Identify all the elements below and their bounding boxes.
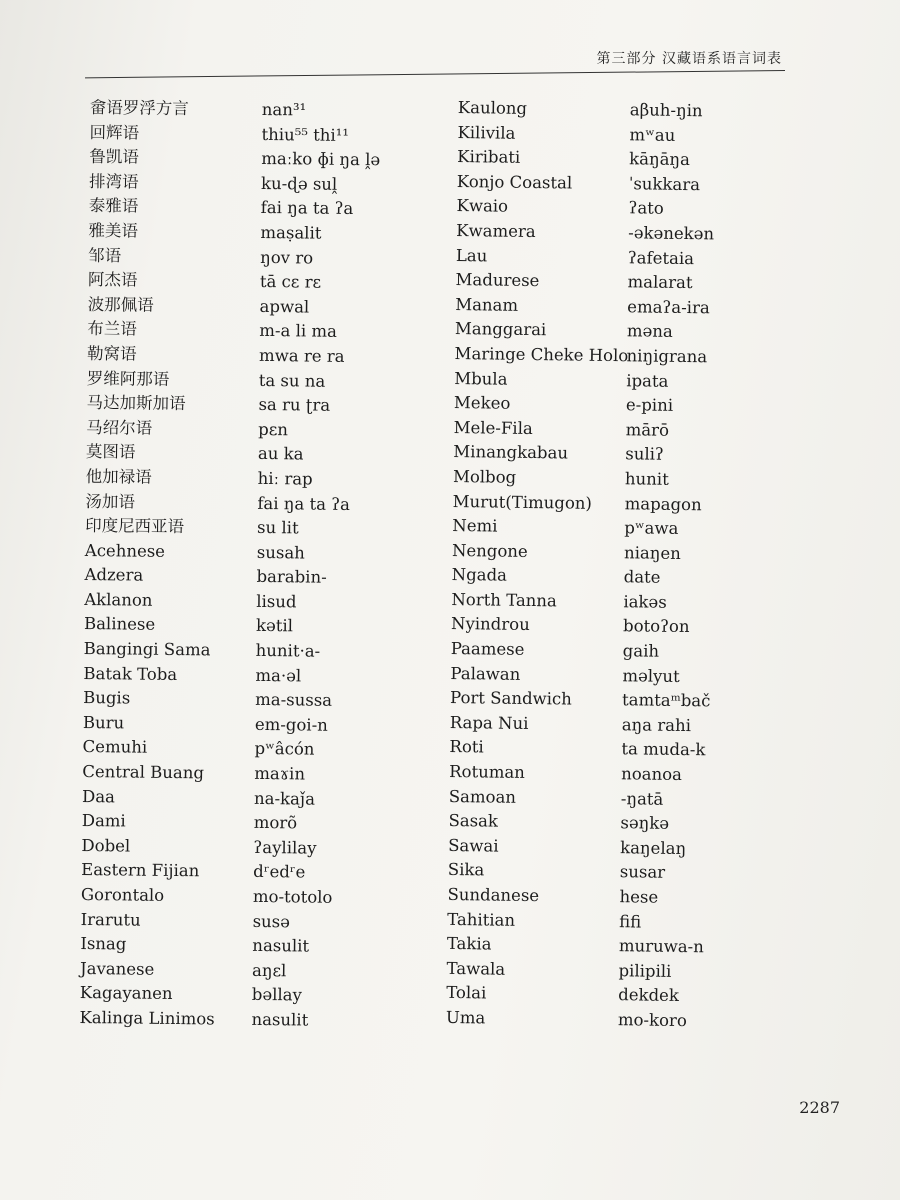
language-name: Minangkabau — [453, 442, 569, 463]
word-form: ʔafetaia — [627, 247, 695, 268]
word-form: tā cɛ rɛ — [259, 272, 322, 292]
word-form: aŋa rahi — [621, 715, 692, 735]
word-form: m-a li ma — [259, 321, 338, 342]
word-form: apwal — [259, 296, 310, 317]
language-name: Tahitian — [447, 909, 516, 930]
word-form: fai ŋa ta ʔa — [257, 493, 351, 514]
word-form: -əkənekən — [628, 223, 715, 244]
language-name: Sawai — [448, 835, 499, 856]
language-name: Kiribati — [457, 147, 521, 168]
word-form: mo-koro — [617, 1010, 687, 1031]
language-name: Ngada — [451, 565, 508, 585]
language-name: Madurese — [455, 270, 540, 291]
language-name: Takia — [446, 934, 492, 954]
language-name: 马达加斯加语 — [86, 393, 186, 414]
language-name: Mbula — [454, 368, 508, 389]
word-form: pilipili — [618, 960, 672, 981]
page-number: 2287 — [799, 1098, 840, 1117]
word-form: sa ru ʈra — [258, 395, 331, 415]
right-word-list — [446, 96, 800, 1035]
language-name: Maringe Cheke Holo — [454, 343, 629, 366]
header-rule — [85, 70, 785, 78]
word-form: dʳedʳe — [253, 862, 306, 882]
word-form: susə — [252, 911, 291, 931]
language-name: Tolai — [446, 983, 487, 1003]
language-name: Dami — [81, 811, 126, 831]
word-form: mo-totolo — [252, 886, 333, 907]
word-form: susah — [256, 542, 305, 563]
language-name: 鲁凯语 — [89, 147, 139, 167]
language-name: Sundanese — [447, 884, 540, 906]
language-name: Manam — [455, 294, 519, 315]
word-form: hunit — [624, 469, 669, 489]
language-name: Lau — [455, 245, 488, 265]
language-name: Bugis — [83, 688, 131, 708]
language-name: Batak Toba — [83, 663, 178, 684]
word-form: səŋkə — [620, 813, 670, 834]
language-name: Daa — [81, 786, 116, 806]
language-name: 罗维阿那语 — [86, 368, 170, 389]
language-name: Kaulong — [457, 97, 528, 118]
word-form: maṣalit — [260, 222, 322, 243]
language-name: 印度尼西亚语 — [85, 516, 185, 537]
language-name: 泰雅语 — [88, 196, 139, 216]
language-name: 勒窝语 — [86, 343, 137, 364]
word-form: ku-ɖə suḽ — [260, 173, 338, 194]
word-form: ma·əl — [255, 665, 302, 686]
language-name: Javanese — [79, 958, 155, 979]
word-form: mwa re ra — [258, 345, 345, 366]
language-name: Bangingi Sama — [83, 639, 211, 660]
word-form: pʷâcón — [254, 739, 315, 760]
word-form: ta su na — [258, 370, 326, 391]
word-form: -ŋatā — [620, 788, 664, 809]
language-name: Kwaio — [456, 196, 509, 217]
language-name: Port Sandwich — [449, 688, 572, 709]
word-form: botoʔon — [622, 616, 690, 637]
word-form: emaʔa-ira — [627, 296, 710, 318]
word-form: ʔato — [628, 198, 664, 219]
word-form: kətil — [255, 616, 294, 636]
word-form: hese — [619, 887, 659, 907]
word-form: bəllay — [251, 985, 302, 1005]
word-form: ipata — [626, 370, 669, 391]
language-name: 排湾语 — [88, 171, 139, 192]
word-form: na-kaǰa — [253, 788, 316, 809]
language-name: Molbog — [452, 466, 517, 487]
language-name: Mekeo — [453, 393, 511, 413]
right-language-column — [446, 96, 630, 1033]
language-name: Irarutu — [80, 909, 141, 930]
language-name: Kwamera — [456, 220, 536, 241]
language-name: 雅美语 — [88, 220, 139, 241]
word-form: mapagon — [624, 493, 702, 514]
language-name: Gorontalo — [80, 884, 165, 905]
language-name: Nyindrou — [450, 614, 530, 635]
language-name: 畲语罗浮方言 — [89, 97, 189, 119]
language-name: Palawan — [450, 663, 521, 684]
language-name: Manggarai — [454, 319, 547, 340]
language-name: Sika — [447, 860, 485, 880]
word-form: maːko ɸi ŋa ḽə — [261, 149, 381, 170]
language-name: Buru — [82, 712, 125, 733]
word-form: suliʔ — [625, 444, 664, 465]
word-form: niaŋen — [623, 542, 681, 563]
language-name: Kagayanen — [79, 983, 173, 1004]
language-name: 阿杰语 — [87, 270, 138, 290]
word-form: ŋov ro — [260, 247, 314, 268]
language-name: 回辉语 — [89, 122, 140, 143]
language-name: Mele-Fila — [453, 417, 533, 438]
word-form: pɛn — [258, 419, 289, 439]
language-name: 波那佩语 — [87, 294, 154, 315]
language-name: Kalinga Linimos — [79, 1007, 215, 1029]
word-form: aβuh-ŋin — [629, 100, 703, 121]
word-form: fifi — [619, 911, 642, 932]
language-name: Rotuman — [449, 761, 526, 782]
word-form: e-pini — [625, 395, 674, 415]
word-form: pʷawa — [624, 518, 679, 539]
language-name: Isnag — [80, 934, 127, 954]
running-head: 第三部分 汉藏语系语言词表 — [596, 51, 782, 67]
language-name: Sasak — [448, 811, 499, 831]
right-word-column — [618, 98, 800, 1035]
word-form: kaŋelaŋ — [620, 838, 687, 858]
word-form: nan³¹ — [261, 99, 307, 120]
word-form: au ka — [257, 444, 304, 464]
language-name: Aklanon — [84, 589, 153, 610]
word-form: kāŋāŋa — [629, 149, 691, 170]
language-name: Nemi — [452, 516, 498, 536]
language-name: Adzera — [84, 565, 144, 585]
word-form: aŋɛl — [251, 960, 287, 981]
word-form: malarat — [627, 272, 693, 293]
language-name: Paamese — [450, 639, 525, 659]
language-name: 邹语 — [88, 245, 122, 265]
word-form: gaih — [622, 641, 660, 661]
word-form: ˈsukkara — [628, 174, 701, 194]
word-form: hunit·a- — [255, 640, 321, 661]
word-form: iakəs — [623, 592, 667, 612]
language-name: 汤加语 — [85, 491, 136, 512]
language-name: Nengone — [451, 540, 528, 561]
language-name: Roti — [449, 737, 484, 757]
language-name: 马绍尔语 — [86, 417, 153, 438]
word-form: nasulit — [251, 1009, 309, 1030]
word-form: nasulit — [252, 936, 310, 956]
language-name: Rapa Nui — [449, 712, 529, 733]
language-name: 他加禄语 — [85, 466, 152, 487]
word-form: em-goi-n — [254, 714, 328, 735]
word-form: məlyut — [622, 665, 680, 686]
language-name: Konjo Coastal — [456, 171, 573, 193]
word-form: su lit — [257, 518, 299, 538]
word-form: ma-sussa — [255, 690, 333, 711]
language-name: Eastern Fijian — [81, 860, 200, 881]
language-name: Samoan — [448, 786, 517, 807]
language-name: Acehnese — [84, 540, 166, 561]
word-form: barabin- — [256, 567, 327, 587]
left-language-column — [79, 96, 262, 1032]
word-form: hiː rap — [257, 468, 313, 489]
language-name: Dobel — [81, 835, 131, 856]
language-name: Kilivila — [457, 122, 516, 143]
language-name: Central Buang — [82, 761, 205, 783]
language-name: Uma — [445, 1007, 486, 1028]
word-form: susar — [619, 862, 666, 883]
word-form: ta muda-k — [621, 739, 706, 760]
word-form: tamtaᵐbač — [621, 690, 711, 711]
left-word-list — [79, 96, 452, 1035]
language-name: 莫图语 — [85, 442, 136, 462]
language-name: Balinese — [83, 614, 156, 635]
language-name: 布兰语 — [87, 319, 137, 339]
word-form: mʷau — [629, 124, 676, 145]
word-form: ʔaylilay — [253, 837, 317, 858]
left-word-column — [251, 98, 452, 1035]
word-form: məna — [626, 321, 673, 342]
word-form: date — [623, 567, 661, 587]
language-name: Tawala — [446, 958, 506, 979]
word-form: niŋigrana — [626, 346, 708, 367]
word-form: morõ — [253, 813, 298, 833]
word-form: muruwa-n — [618, 936, 704, 957]
word-form: lisud — [256, 591, 297, 612]
word-form: noanoa — [621, 764, 683, 785]
word-form: fai ŋa ta ʔa — [260, 198, 354, 219]
word-form: mārō — [625, 419, 670, 440]
word-form: maɤin — [254, 763, 306, 784]
language-name: North Tanna — [451, 589, 557, 611]
language-name: Murut(Timugon) — [452, 491, 593, 513]
language-name: Cemuhi — [82, 737, 148, 758]
word-form: thiu⁵⁵ thi¹¹ — [261, 124, 350, 145]
word-form: dekdek — [618, 985, 680, 1006]
